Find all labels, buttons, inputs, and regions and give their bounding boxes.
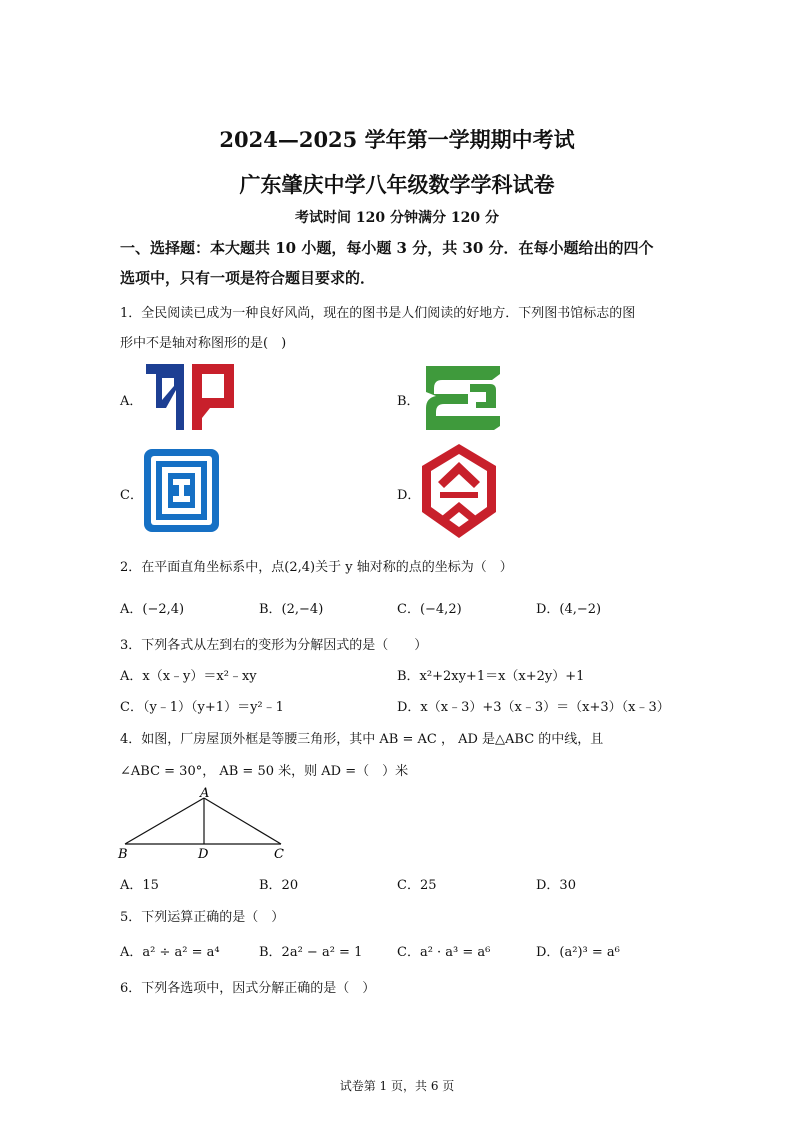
q3-option-a: A．x（x﹣y）＝x²﹣xy <box>120 669 257 684</box>
q1-option-c-label: C． <box>120 488 143 503</box>
q5-text: 5．下列运算正确的是（ ） <box>120 910 285 925</box>
section-heading-line2: 选项中，只有一项是符合题目要求的． <box>120 269 376 287</box>
page-footer: 试卷第 1 页，共 6 页 <box>339 1079 455 1093</box>
q1-option-d-label: D． <box>397 488 421 503</box>
q1-text-line1: 1．全民阅读已成为一种良好风尚，现在的图书是人们阅读的好地方．下列图书馆标志的图 <box>120 306 636 321</box>
q1-option-a-label: A． <box>120 394 143 409</box>
q5-option-d: D．(a²)³ = a⁶ <box>536 945 620 960</box>
q2-text: 2．在平面直角坐标系中，点(2,4)关于 y 轴对称的点的坐标为（ ） <box>120 560 513 575</box>
q4-option-c: C．25 <box>397 878 437 893</box>
q2-option-c: C．(−4,2) <box>397 602 462 617</box>
q4-option-a: A．15 <box>120 878 159 893</box>
q2-option-b: B．(2,−4) <box>259 602 324 617</box>
q5-option-c: C．a² · a³ = a⁶ <box>397 945 491 960</box>
q3-option-d: D．x（x﹣3）+3（x﹣3）＝（x+3）（x﹣3） <box>397 700 670 715</box>
section-heading-line1: 一、选择题：本大题共 10 小题，每小题 3 分，共 30 分．在每小题给出的四个 <box>120 239 654 257</box>
q2-option-a: A．(−2,4) <box>120 602 185 617</box>
triangle-diagram <box>114 786 294 864</box>
q5-option-b: B．2a² − a² = 1 <box>259 945 363 960</box>
q3-option-c: C．（y﹣1）（y+1）＝y²﹣1 <box>120 700 284 715</box>
page-title: 2024—2025 学年第一学期期中考试 <box>219 127 575 152</box>
q1-text-line2: 形中不是轴对称图形的是( ) <box>120 336 287 351</box>
q3-option-b: B．x²+2xy+1＝x（x+2y）+1 <box>397 669 585 684</box>
vertex-c-label: C <box>274 847 284 862</box>
green-ribbon-logo-icon <box>420 364 506 432</box>
open-book-logo-icon <box>144 360 236 436</box>
exam-info: 考试时间 120 分钟满分 120 分 <box>295 210 499 226</box>
vertex-a-label: A <box>200 786 210 801</box>
vertex-b-label: B <box>118 847 128 862</box>
q4-option-d: D．30 <box>536 878 576 893</box>
q1-option-b-label: B． <box>397 394 420 409</box>
blue-square-maze-logo-icon <box>144 449 219 532</box>
q2-option-d: D．(4,−2) <box>536 602 602 617</box>
vertex-d-label: D <box>198 847 209 862</box>
q6-text: 6．下列各选项中，因式分解正确的是（ ） <box>120 981 376 996</box>
red-hexagon-logo-icon <box>420 442 498 540</box>
page-subtitle: 广东肇庆中学八年级数学学科试卷 <box>239 172 555 197</box>
q4-text-line2: ∠ABC = 30°， AB = 50 米，则 AD =（ ）米 <box>120 764 409 779</box>
q4-text-line1: 4．如图，厂房屋顶外框是等腰三角形，其中 AB = AC ， AD 是△ABC 的中线，且 <box>120 732 604 747</box>
q5-option-a: A．a² ÷ a² = a⁴ <box>120 945 220 960</box>
q4-option-b: B．20 <box>259 878 299 893</box>
q3-text: 3．下列各式从左到右的变形为分解因式的是（ ） <box>120 638 428 653</box>
